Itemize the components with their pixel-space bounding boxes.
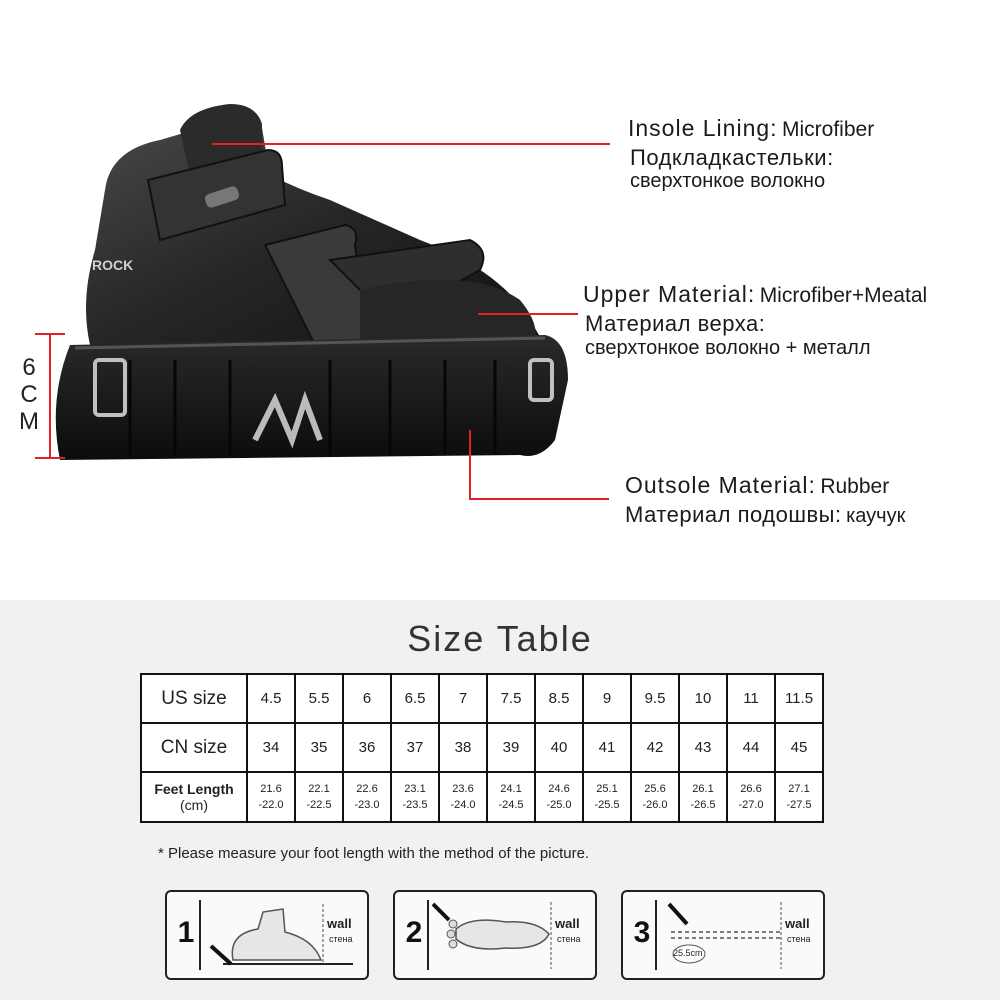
row-label-feet-length — [141, 772, 247, 822]
table-cell: 7 — [439, 674, 487, 723]
table-cell: 36 — [343, 723, 391, 772]
row-label-line1: Feet Length — [154, 781, 234, 797]
table-cell: 37 — [391, 723, 439, 772]
size-table-title: Size Table — [407, 618, 593, 659]
measure-step-2 — [393, 890, 597, 980]
height-bracket-bottom — [35, 457, 65, 459]
table-cell: 41 — [583, 723, 631, 772]
table-cell: 11 — [727, 674, 775, 723]
outsole-pointer-line — [469, 498, 609, 500]
step-divider — [655, 900, 657, 970]
size-table — [140, 673, 824, 823]
svg-text:ROCK: ROCK — [92, 257, 134, 273]
insole-label: Insole Lining: Microfiber — [628, 115, 875, 141]
table-cell: 26.1 -26.5 — [679, 772, 727, 822]
step-divider — [427, 900, 429, 970]
table-cell: 27.1 -27.5 — [775, 772, 823, 822]
table-cell: 42 — [631, 723, 679, 772]
wall-label: wall — [785, 916, 810, 931]
wall-label-ru: стена — [557, 934, 581, 944]
table-cell: 10 — [679, 674, 727, 723]
measure-step-3 — [621, 890, 825, 980]
step-divider — [199, 900, 201, 970]
table-cell: 21.6 -22.0 — [247, 772, 295, 822]
table-row-cn — [141, 723, 823, 772]
measure-step-1 — [165, 890, 369, 980]
step-number: 3 — [633, 916, 651, 949]
table-cell: 34 — [247, 723, 295, 772]
wall-label: wall — [327, 916, 352, 931]
height-unit-c: C — [20, 381, 38, 408]
upper-value-ru: сверхтонкое волокно + металл — [585, 337, 871, 359]
table-cell: 43 — [679, 723, 727, 772]
table-cell: 22.6 -23.0 — [343, 772, 391, 822]
wall-label: wall — [555, 916, 580, 931]
table-cell: 7.5 — [487, 674, 535, 723]
measure-value: 25.5cm — [673, 948, 703, 958]
table-cell: 45 — [775, 723, 823, 772]
table-cell: 4.5 — [247, 674, 295, 723]
insole-value-ru: сверхтонкое волокно — [630, 170, 826, 192]
step-number: 1 — [177, 916, 195, 949]
table-cell: 5.5 — [295, 674, 343, 723]
outsole-label-ru: Материал подошвы: каучук — [625, 502, 906, 527]
measure-note: * Please measure your foot length with the method of the picture. — [158, 845, 590, 862]
insole-label-ru: Подкладкастельки: — [630, 145, 834, 170]
table-cell: 38 — [439, 723, 487, 772]
table-row-us — [141, 674, 823, 723]
table-cell: 23.1 -23.5 — [391, 772, 439, 822]
step-number: 2 — [405, 916, 423, 949]
table-cell: 22.1 -22.5 — [295, 772, 343, 822]
table-cell: 9 — [583, 674, 631, 723]
table-cell: 40 — [535, 723, 583, 772]
table-cell: 9.5 — [631, 674, 679, 723]
height-bracket-line — [49, 333, 51, 459]
table-cell: 44 — [727, 723, 775, 772]
wall-label-ru: стена — [329, 934, 353, 944]
table-cell: 35 — [295, 723, 343, 772]
upper-label-ru: Материал верха: — [585, 311, 766, 336]
height-digit: 6 — [22, 354, 36, 381]
upper-label: Upper Material: Microfiber+Meatal — [583, 281, 928, 307]
table-cell: 39 — [487, 723, 535, 772]
table-cell: 24.1 -24.5 — [487, 772, 535, 822]
table-cell: 23.6 -24.0 — [439, 772, 487, 822]
table-cell: 6 — [343, 674, 391, 723]
table-row-feet-length — [141, 772, 823, 822]
row-label-line2: (cm) — [180, 797, 208, 813]
table-cell: 24.6 -25.0 — [535, 772, 583, 822]
table-cell: 11.5 — [775, 674, 823, 723]
outsole-label: Outsole Material: Rubber — [625, 472, 890, 498]
upper-pointer-line — [478, 313, 578, 315]
table-cell: 8.5 — [535, 674, 583, 723]
wall-label-ru: стена — [787, 934, 811, 944]
table-cell: 25.6 -26.0 — [631, 772, 679, 822]
table-cell: 25.1 -25.5 — [583, 772, 631, 822]
table-cell: 6.5 — [391, 674, 439, 723]
table-cell: 26.6 -27.0 — [727, 772, 775, 822]
row-label-cn: CN size — [141, 723, 247, 772]
insole-pointer-line — [212, 143, 610, 145]
outsole-pointer-vertical — [469, 430, 471, 500]
height-unit-m: M — [19, 408, 39, 435]
row-label-us: US size — [141, 674, 247, 723]
